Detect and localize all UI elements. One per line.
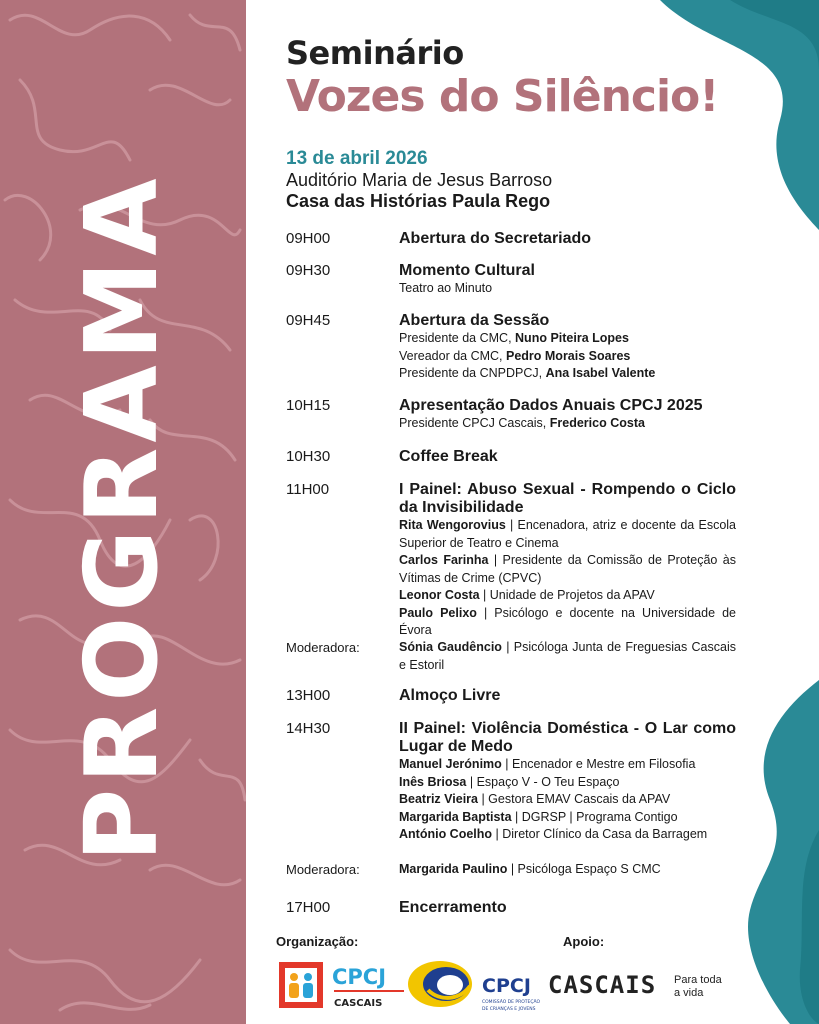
panelist-name: Manuel Jerónimo [399,757,502,771]
panelist-name: Beatriz Vieira [399,792,478,806]
panelist [399,517,736,552]
venue [286,170,552,212]
moderator-desc: | Psicóloga Junta de Freguesias Cascais e Estoril [399,640,736,672]
cpcj-cascais-logo [278,956,408,1014]
speaker-line [399,365,736,383]
logo-cnpdpcj-text: CPCJ [482,975,531,997]
session-title: Almoço Livre [399,687,501,704]
panelist-desc: | Unidade de Projetos da APAV [479,588,655,602]
left-panel [0,0,246,1024]
speaker-name: Ana Isabel Valente [545,366,656,380]
panelist [399,826,736,844]
header [286,36,718,122]
kicker-seminario: Seminário [286,34,464,72]
schedule-row [286,262,736,298]
panelist-name: Leonor Costa [399,588,480,602]
session-subtitle: Teatro ao Minuto [399,281,493,295]
event-title: Vozes do Silêncio! [286,71,719,123]
panelist [399,552,736,587]
speaker-line [399,348,736,366]
time: 10H30 [286,448,331,465]
logo-cnpdpcj-sub1: COMISSÃO DE PROTEÇÃO [482,1000,541,1005]
panelist-desc: | Espaço V - O Teu Espaço [466,774,620,789]
moderator-desc: | Psicóloga Espaço S CMC [507,862,661,876]
speaker-role: Presidente CPCJ Cascais, [399,416,550,430]
moderator-name: Margarida Paulino [399,862,508,876]
session-title: Abertura do Secretariado [399,230,592,247]
panelist-desc: | Presidente da Comissão de Proteção às Vítimas de Crime (CPVC) [399,553,736,585]
panelist-desc: | Encenadora, atriz e docente da Escola Superior de Teatro e Cinema [399,518,737,550]
logo-cascais-tag2: a vida [674,987,704,999]
panelist-desc: | Encenador e Mestre em Filosofia [501,757,696,771]
speaker-line [399,415,736,433]
time: 09H30 [286,262,331,279]
session-title: Apresentação Dados Anuais CPCJ 2025 [399,397,703,414]
time: 09H45 [286,312,331,329]
panel-title: II Painel: Violência Doméstica - O Lar como Lugar de Medo [399,720,736,755]
panelist-desc: | Gestora EMAV Cascais da APAV [477,792,671,806]
schedule-row [286,312,736,383]
session-title: Coffee Break [399,448,498,465]
schedule-row [286,720,736,844]
moderator-name: Sónia Gaudêncio [399,640,502,654]
cascais-logo [546,964,726,1004]
support-label: Apoio: [563,934,605,949]
schedule-row [286,448,736,466]
panelist [399,756,736,774]
time: 10H15 [286,397,331,414]
schedule-row [286,687,736,705]
session-title: Abertura da Sessão [399,312,550,329]
logo-cascais-tag1: Para toda [674,974,722,986]
session-title: Encerramento [399,899,507,916]
speaker-role: Presidente da CNPDPCJ, [399,366,546,380]
panelist-name: António Coelho [399,827,493,841]
logo-cascais-sub: CASCAIS [334,998,383,1009]
speaker-role: Vereador da CMC, [399,348,506,363]
moderator-label: Moderadora: [286,862,360,877]
logo-cnpdpcj-sub2: DE CRIANÇAS E JOVENS [482,1007,536,1012]
speaker-line [399,330,736,348]
venue-detail: Casa das Histórias Paula Rego [286,191,551,211]
panelist-name: Inês Briosa [399,774,467,789]
panelist [399,809,736,827]
session-title: Momento Cultural [399,262,535,279]
speaker-name: Nuno Piteira Lopes [515,331,629,345]
panelist [399,791,736,809]
speaker-role: Presidente da CMC, [399,331,516,345]
moderator [399,861,736,879]
panelist-name: Carlos Farinha [399,553,489,567]
schedule-row [286,397,736,433]
logo-cpcj-text: CPCJ [332,965,387,989]
speaker-name: Frederico Costa [549,416,645,430]
panel-title: I Painel: Abuso Sexual - Rompendo o Ciclo da Invisibilidade [399,481,736,516]
panelist-name: Rita Wengorovius [399,518,506,532]
panelist [399,587,736,605]
schedule-row [286,899,736,917]
logo-cascais-text: CASCAIS [548,971,657,999]
moderator [399,639,736,674]
schedule-row [286,230,736,248]
panelist-desc: | Diretor Clínico da Casa da Barragem [492,827,708,841]
moderator-row [286,639,736,674]
time: 11H00 [286,481,330,498]
panelist [399,774,736,792]
moderator-label: Moderadora: [286,640,360,655]
time: 13H00 [286,687,331,704]
panelist-name: Paulo Pelixo [399,605,477,620]
cnpdpcj-logo [408,954,542,1018]
organization-label: Organização: [276,934,359,949]
panelist [399,605,736,640]
panelist-desc: | DGRSP | Programa Contigo [511,809,678,824]
time: 09H00 [286,230,331,247]
schedule-row [286,481,736,640]
side-title-programa: PROGRAMA [63,173,180,862]
speaker-name: Pedro Morais Soares [506,348,631,363]
panelist-desc: | Psicólogo e docente na Universidade de Évora [399,605,736,637]
panelist-name: Margarida Baptista [399,809,512,824]
time: 17H00 [286,899,331,916]
teal-wave-bottom [730,680,819,1024]
venue-name: Auditório Maria de Jesus Barroso [286,170,553,190]
event-date: 13 de abril 2026 [286,148,428,169]
time: 14H30 [286,720,331,737]
moderator-row [286,861,736,879]
